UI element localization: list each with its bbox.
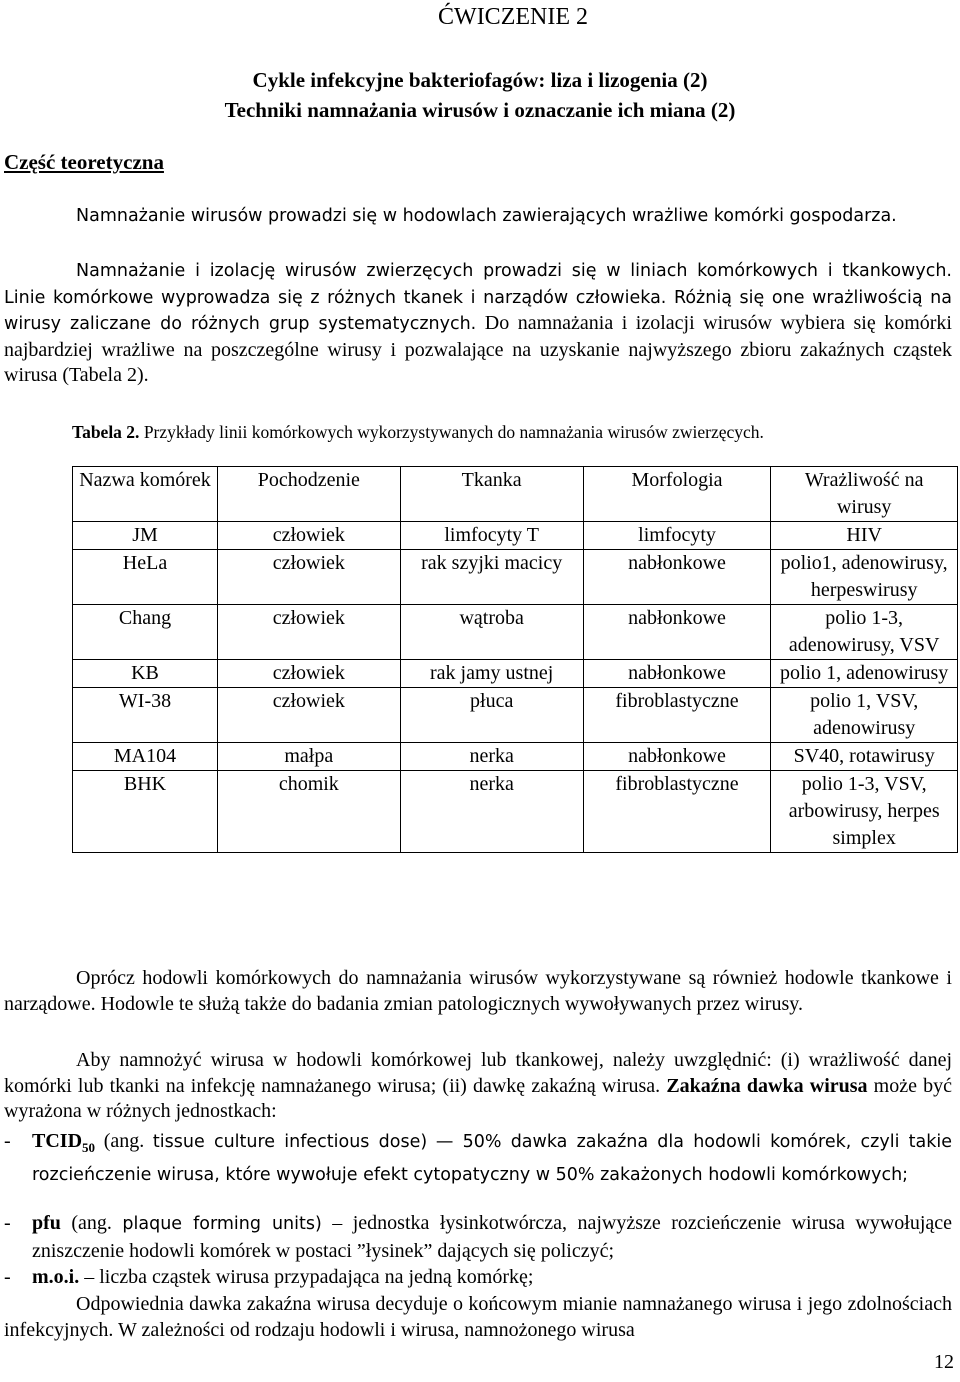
table-cell: JM <box>73 522 218 550</box>
table-cell: SV40, rotawirusy <box>771 743 958 771</box>
table-row <box>73 605 958 660</box>
body-paragraph-5: Odpowiednia dawka zakaźna wirusa decyduje o końcowym mianie namnażanego wirusa i jego zdolnościach infekcyjnych. W zależności od rodzaju hodowli i wirusa, namnożonego wirusa <box>4 1293 952 1341</box>
body-paragraph-4 <box>4 1048 952 1125</box>
table-cell: nabłonkowe <box>583 550 771 605</box>
list-item-text <box>32 1210 952 1265</box>
intro-paragraph-2 <box>4 258 952 389</box>
table-cell: rak jamy ustnej <box>400 660 583 688</box>
table-caption-label: Tabela 2. <box>72 422 140 442</box>
section-title: Część teoretyczna <box>4 150 164 174</box>
table-row <box>73 522 958 550</box>
item-desc: – jednostka łysinkotwórcza, najwyższe rozcieńczenie wirusa wywołujące zniszczenie hodowli komórek w postaci ”łysinek” dających się policzyć; <box>32 1212 953 1262</box>
english-term: tissue culture infectious dose) <box>152 1132 428 1152</box>
page-number: 12 <box>934 1351 954 1373</box>
list-item-text <box>32 1128 952 1189</box>
intro-paragraph-1: Namnażanie wirusów prowadzi się w hodowlach zawierających wrażliwe komórki gospodarza. <box>76 206 897 226</box>
table-cell: limfocyty T <box>400 522 583 550</box>
table-cell: polio1, adenowirusy, herpeswirusy <box>771 550 958 605</box>
ang: (ang. <box>71 1212 112 1234</box>
list-item <box>4 1128 952 1189</box>
subtitle-line-1: Cykle infekcyjne bakteriofagów: liza i lizogenia (2) <box>252 68 708 92</box>
term: pfu <box>32 1212 61 1234</box>
table-cell: fibroblastyczne <box>583 688 771 743</box>
table-cell: człowiek <box>218 522 401 550</box>
table-cell: HeLa <box>73 550 218 605</box>
table-cell: KB <box>73 660 218 688</box>
intro-paragraph-2b: Do namnażania i izolacji wirusów wybiera się komórki najbardziej wrażliwe na poszczególne wirusy i pozwalające na uzyskanie najwyższego zbioru zakaźnych cząstek wirusa (Tabela 2). <box>4 312 952 386</box>
term: TCID <box>32 1130 83 1152</box>
table-cell: nabłonkowe <box>583 743 771 771</box>
table-cell: nerka <box>400 743 583 771</box>
table-caption-text: Przykłady linii komórkowych wykorzystywanych do namnażania wirusów zwierzęcych. <box>143 422 764 442</box>
table-cell: chomik <box>218 771 401 853</box>
table-row <box>73 550 958 605</box>
table-cell: nabłonkowe <box>583 660 771 688</box>
table-cell: WI-38 <box>73 688 218 743</box>
p4-bold: Zakaźna dawka wirusa <box>666 1074 868 1097</box>
table-cell: płuca <box>400 688 583 743</box>
table-cell: człowiek <box>218 688 401 743</box>
list-dash: - <box>4 1212 11 1234</box>
list-item-text <box>32 1264 952 1291</box>
table-cell: HIV <box>771 522 958 550</box>
intro-paragraph-2a: Namnażanie i izolację wirusów zwierzęcych prowadzi się w liniach komórkowych i tkankowych. Linie komórkowe wyprowadza się z różnych tkanek i narządów człowieka. Różnią się one wrażliwością na wirusy zaliczane do różnych grup systematycznych. <box>4 261 952 334</box>
table-cell: limfocyty <box>583 522 771 550</box>
list-dash: - <box>4 1266 11 1288</box>
table-row <box>73 771 958 853</box>
table-cell: człowiek <box>218 605 401 660</box>
subtitle-line-2: Techniki namnażania wirusów i oznaczanie ich miana (2) <box>224 98 736 122</box>
exercise-title: ĆWICZENIE 2 <box>438 4 588 30</box>
cell-lines-table <box>72 466 958 853</box>
p4-end: może być wyrażona w różnych jednostkach: <box>4 1074 952 1122</box>
list-item <box>4 1210 952 1265</box>
list-item <box>4 1264 952 1291</box>
table-header-cell: Wrażliwość na wirusy <box>771 467 958 522</box>
item-desc: — 50% dawka zakaźna dla hodowli komórek, czyli takie rozcieńczenie wirusa, które wywołuje efekt cytopatyczny w 50% zakażonych hodowli komórkowych; <box>32 1132 953 1185</box>
item-desc: – liczba cząstek wirusa przypadająca na jedną komórkę; <box>84 1266 534 1288</box>
term: m.o.i. <box>32 1266 80 1288</box>
english-term: plaque forming units) <box>122 1214 322 1234</box>
table-cell: człowiek <box>218 550 401 605</box>
table-caption <box>72 422 764 443</box>
table-cell: polio 1, VSV, adenowirusy <box>771 688 958 743</box>
table-header-cell: Nazwa komórek <box>73 467 218 522</box>
table-cell: BHK <box>73 771 218 853</box>
table-header-cell: Morfologia <box>583 467 771 522</box>
list-dash: - <box>4 1130 11 1152</box>
table-cell: człowiek <box>218 660 401 688</box>
table-cell: rak szyjki macicy <box>400 550 583 605</box>
table-header-cell: Tkanka <box>400 467 583 522</box>
table-row <box>73 688 958 743</box>
p4-start: Aby namnożyć wirusa w hodowli komórkowej lub tkankowej, należy uwzględnić: (i) wrażliwość danej komórki lub tkanki na infekcję namnażanego wirusa; (ii) dawkę zakaźną wirusa. <box>4 1049 952 1097</box>
table-cell: nabłonkowe <box>583 605 771 660</box>
table-row <box>73 743 958 771</box>
table-cell: fibroblastyczne <box>583 771 771 853</box>
table-cell: wątroba <box>400 605 583 660</box>
table-cell: nerka <box>400 771 583 853</box>
ang: (ang. <box>103 1130 145 1152</box>
table-row <box>73 660 958 688</box>
table-header-cell: Pochodzenie <box>218 467 401 522</box>
body-paragraph-3: Oprócz hodowli komórkowych do namnażania wirusów wykorzystywane są również hodowle tkankowe i narządowe. Hodowle te służą także do badania zmian patologicznych wywoływanych przez wirusy. <box>4 967 952 1015</box>
table-cell: polio 1-3, VSV, arbowirusy, herpes simplex <box>771 771 958 853</box>
table-cell: małpa <box>218 743 401 771</box>
table-cell: polio 1-3, adenowirusy, VSV <box>771 605 958 660</box>
table-cell: polio 1, adenowirusy <box>771 660 958 688</box>
term-subscript: 50 <box>82 1140 96 1155</box>
table-header-row <box>73 467 958 522</box>
table-cell: Chang <box>73 605 218 660</box>
table-cell: MA104 <box>73 743 218 771</box>
